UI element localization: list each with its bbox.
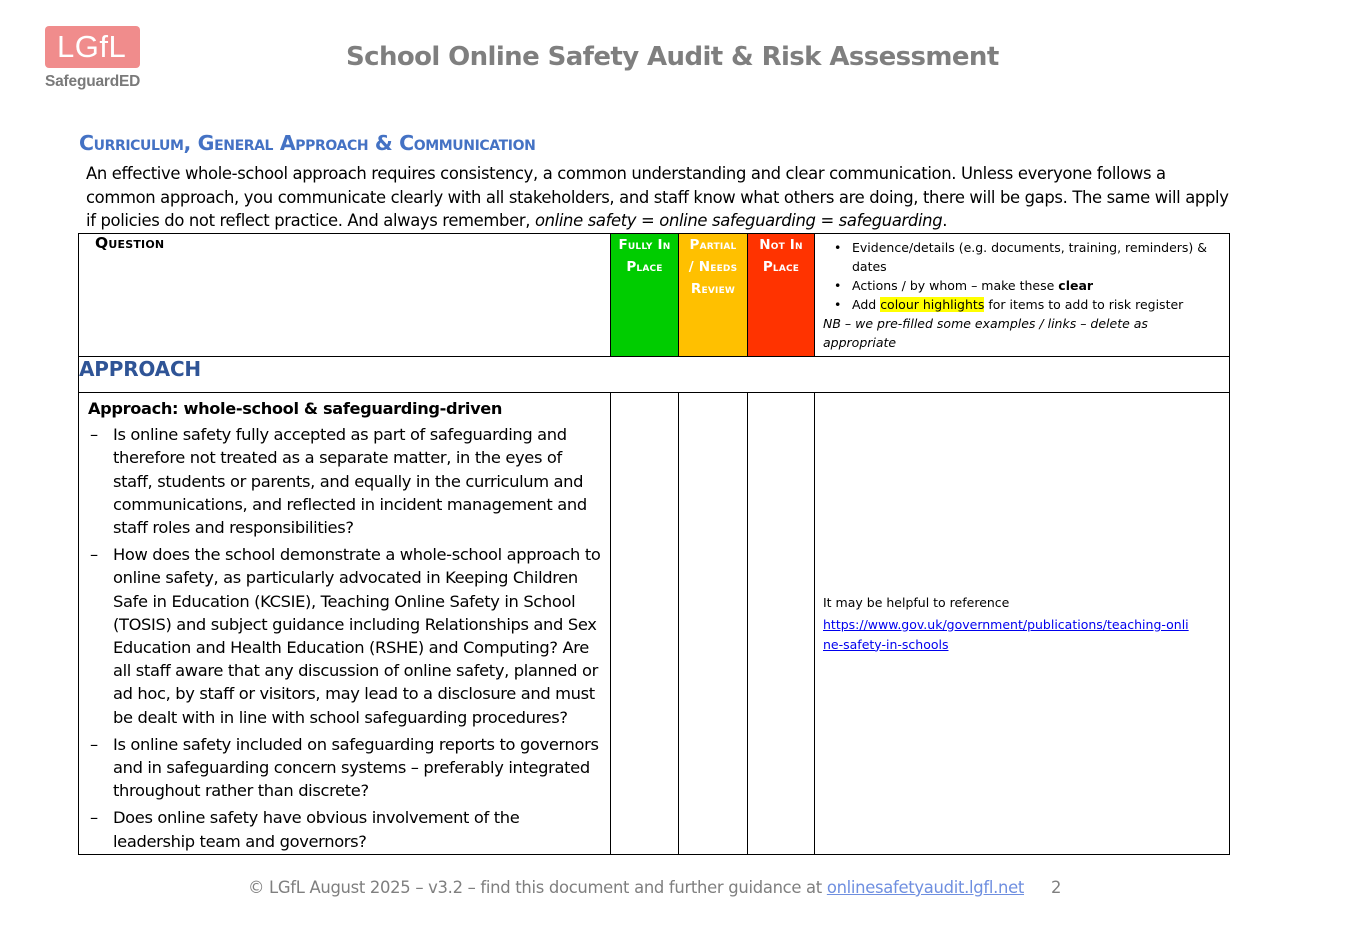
tosis-guidance-link[interactable]: https://www.gov.uk/government/publications/teaching-online-safety-in-schools <box>823 616 1189 652</box>
approach-section-cell <box>79 357 1230 393</box>
page-number: 2 <box>1051 878 1062 897</box>
evidence-guidance-text: Evidence/details (e.g. documents, training, reminders) & dates <box>852 240 1208 274</box>
intro-text: An effective whole-school approach requires consistency, a common understanding and clear communication. Unless everyone follows a common approach, you communicate clearly with all stakeholders, and staff know what others are doing, there will be gaps. The same will apply if policies do not reflect practice. And always remember, <box>86 164 1229 230</box>
prefill-note: NB – we pre-filled some examples / links – delete as appropriate <box>823 316 1148 350</box>
not-in-place-header <box>748 234 815 357</box>
question-column-header: Question <box>79 234 611 357</box>
question-cell <box>79 393 611 855</box>
question-title: Approach: whole-school & safeguarding-driven <box>88 399 503 418</box>
fully-in-place-header <box>611 234 679 357</box>
not-in-place-label: Not In Place <box>759 237 803 275</box>
evidence-guidance-list <box>823 238 1221 314</box>
intro-emphasis: online safety = online safeguarding = safeguarding <box>534 211 943 230</box>
evidence-cell[interactable] <box>815 393 1230 855</box>
approach-section-row <box>79 357 1230 393</box>
heart-icon: ♡ <box>122 15 134 29</box>
section-intro <box>86 162 1236 233</box>
not-in-place-cell[interactable] <box>748 393 815 855</box>
evidence-column-header <box>815 234 1230 357</box>
evidence-guidance-item <box>823 276 1221 295</box>
question-item: – How does the school demonstrate a whole-school approach to online safety, as particularly advocated in Keeping Children Safe in Education (KCSIE), Teaching Online Safety in School (TOSIS) and subject guidance including Relationships and Sex Education and Health Education (RSHE) and Computing? Are all staff aware that any discussion of online safety, planned or ad hoc, by staff or visitors, may lead to a disclosure and must be dealt with in line with school safeguarding procedures? <box>88 543 602 729</box>
document-title: School Online Safety Audit & Risk Assessment <box>346 42 999 72</box>
partial-needs-review-cell[interactable] <box>679 393 748 855</box>
fully-in-place-cell[interactable] <box>611 393 679 855</box>
actions-guidance-text: Actions / by whom – make these <box>852 278 1059 293</box>
evidence-guidance-item <box>823 295 1221 314</box>
highlight-guidance-post: for items to add to risk register <box>984 297 1184 312</box>
question-item: – Does online safety have obvious involvement of the leadership team and governors? <box>88 806 602 852</box>
logo-subtitle: SafeguardED <box>45 73 141 90</box>
highlight-guidance-pre: Add <box>852 297 881 312</box>
page-footer <box>248 878 1024 897</box>
logo-brand: LGfL <box>57 29 127 64</box>
table-header-row <box>79 234 1230 357</box>
partial-needs-review-label: Partial / Needs Review <box>688 237 738 297</box>
evidence-note: It may be helpful to reference <box>823 594 1010 610</box>
question-item: – Is online safety fully accepted as part of safeguarding and therefore not treated as a separate matter, in the eyes of staff, students or parents, and equally in the curriculum and communications, and reflected in incident management and staff roles and responsibilities? <box>88 423 602 539</box>
logo-mark <box>45 15 140 68</box>
table-row <box>79 393 1230 855</box>
section-heading: Curriculum, General Approach & Communication <box>79 131 536 155</box>
intro-end: . <box>942 211 948 230</box>
footer-link[interactable]: onlinesafetyaudit.lgfl.net <box>826 878 1025 897</box>
question-item: – Is online safety included on safeguarding reports to governors and in safeguarding concern systems – preferably integrated throughout rather than discrete? <box>88 733 602 803</box>
audit-table <box>78 233 1230 855</box>
lgfl-logo <box>45 15 145 91</box>
footer-text: © LGfL August 2025 – v3.2 – find this document and further guidance at <box>248 878 827 897</box>
partial-needs-review-header <box>679 234 748 357</box>
question-list <box>88 423 602 853</box>
fully-in-place-label: Fully In Place <box>618 237 671 275</box>
approach-section-title: APPROACH <box>79 357 201 381</box>
clear-emphasis: clear <box>1058 278 1094 293</box>
colour-highlight-example: colour highlights <box>880 297 985 312</box>
evidence-guidance-item <box>823 238 1221 276</box>
